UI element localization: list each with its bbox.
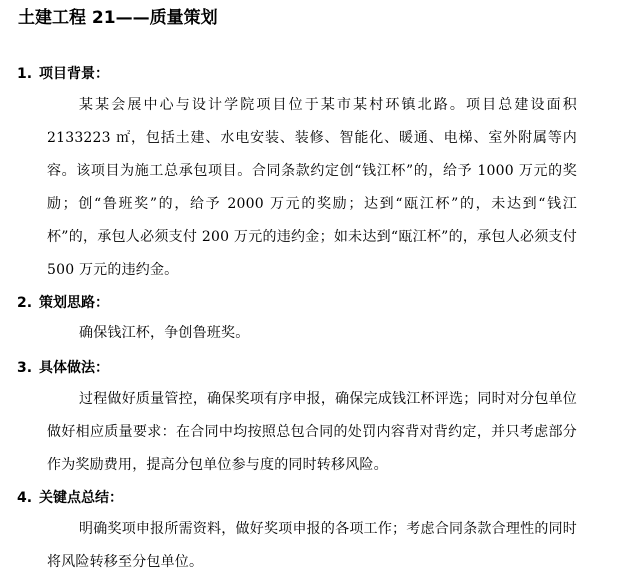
section-heading-4 xyxy=(17,488,123,508)
section-paragraph-3: 过程做好质量管控，确保奖项有序申报，确保完成钱江杯评选；同时对分包单位做好相应质量要求：在合同中均按照总包合同的处罚内容背对背约定，并只考虑部分作为奖励费用，提高分包单位参与度的同时转移风险。 xyxy=(47,391,577,473)
section-heading-label: 关键点总结： xyxy=(39,490,123,506)
section-heading-label: 具体做法： xyxy=(39,360,109,376)
section-heading-2 xyxy=(17,293,109,313)
section-heading-1 xyxy=(17,64,109,84)
section-number: 1. xyxy=(17,66,33,82)
section-heading-label: 项目背景： xyxy=(39,66,109,82)
section-heading-3 xyxy=(17,358,109,378)
section-number: 4. xyxy=(17,490,33,506)
page-title: 土建工程 21——质量策划 xyxy=(18,8,218,28)
section-number: 3. xyxy=(17,360,33,376)
section-paragraph-2: 确保钱江杯，争创鲁班奖。 xyxy=(79,325,250,341)
section-number: 2. xyxy=(17,295,33,311)
section-heading-label: 策划思路： xyxy=(39,295,109,311)
section-paragraph-1: 某某会展中心与设计学院项目位于某市某村环镇北路。项目总建设面积 2133223 ㎡，包括土建、水电安装、装修、智能化、暖通、电梯、室外附属等内容。该项目为施工总承包项目。合同条款约定创“钱江杯”的，给予 1000 万元的奖励；创“鲁班奖”的，给予 2000 万元的奖励；达到“瓯江杯”的，未达到“钱江杯”的，承包人必须支付 200 万元的违约金；如未达到“瓯江杯”的，承包人必须支付 500 万元的违约金。 xyxy=(47,97,577,278)
section-paragraph-4: 明确奖项申报所需资料，做好奖项申报的各项工作；考虑合同条款合理性的同时将风险转移至分包单位。 xyxy=(47,521,577,570)
